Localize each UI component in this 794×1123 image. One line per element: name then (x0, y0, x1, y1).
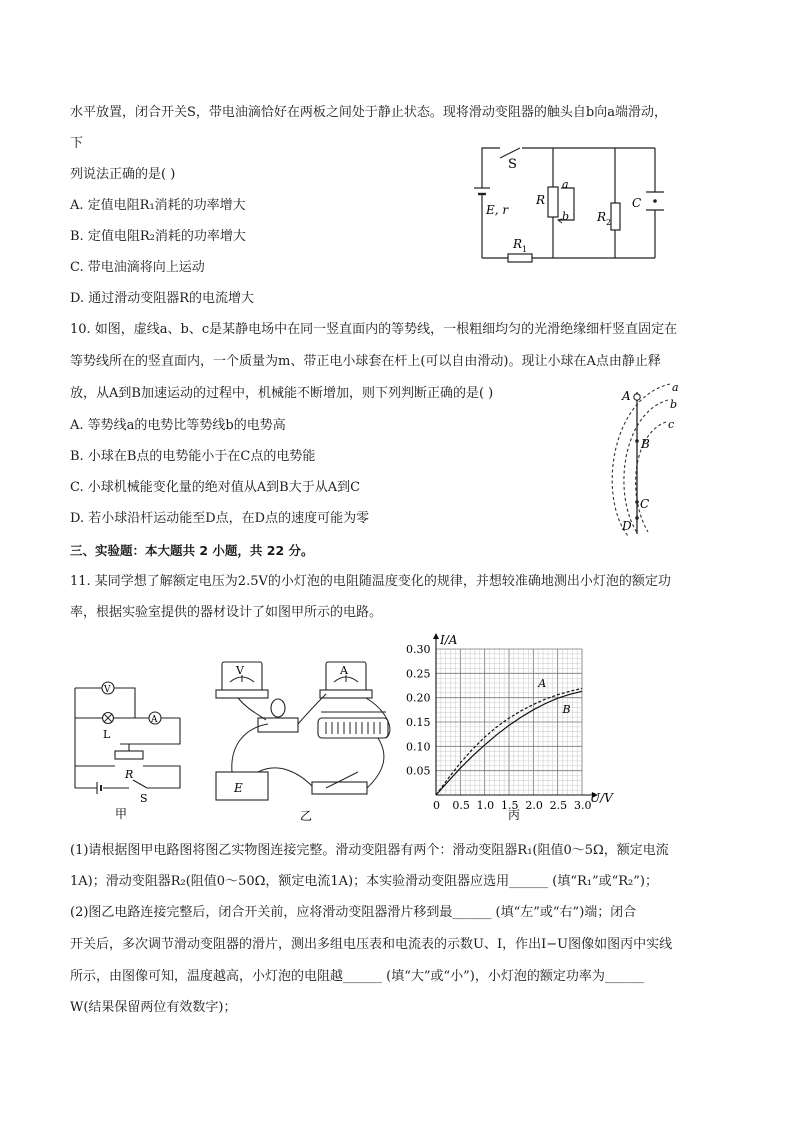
y-tick-label: 0.15 (406, 716, 431, 729)
q10-option-c: C. 小球机械能变化量的绝对值从A到B大于从A到C (70, 480, 361, 495)
point-b-label: B (641, 437, 650, 451)
jia-caption: 甲 (115, 807, 128, 821)
label-r2: R (597, 210, 607, 224)
series-label-A: A (538, 676, 547, 690)
yi-a-label: A (340, 664, 348, 677)
point-c-label: C (640, 497, 650, 511)
x-tick-label: 0.5 (452, 799, 470, 812)
q11-sub1-line2: 1A)；滑动变阻器R₂(阻值0～50Ω，额定电流1A)；本实验滑动变阻器应选用______ (填“R₁”或“R₂”)； (70, 874, 658, 889)
q9-option-a: A. 定值电阻R₁消耗的功率增大 (70, 198, 246, 213)
q11-sub1-line1: (1)请根据图甲电路图将图乙实物图连接完整。滑动变阻器有两个：滑动变阻器R₁(阻值0～5Ω，额定电流 (70, 843, 669, 858)
q11-sub2-line2: 开关后，多次调节滑动变阻器的滑片，测出多组电压表和电流表的示数U、I，作出I−U图像如图丙中实线 (70, 937, 673, 952)
label-b: b (562, 210, 570, 223)
point-d-label: D (622, 519, 632, 533)
point-a-label: A (622, 389, 631, 403)
q9-circuit-diagram (470, 140, 670, 270)
q9-line1: 水平放置，闭合开关S，带电油滴恰好在两板之间处于静止状态。现将滑动变阻器的触头自b向a端滑动， (70, 105, 667, 120)
q9-option-b: B. 定值电阻R₂消耗的功率增大 (70, 229, 246, 244)
q9-line1b: 下 (70, 136, 84, 151)
q11-sub2-line4: W(结果保留两位有效数字)； (70, 1000, 237, 1015)
fig-bing-iu-chart (400, 632, 630, 824)
line-c-label: c (668, 418, 675, 431)
y-axis-arrow-icon (433, 633, 439, 639)
x-tick-label: 1.5 (501, 799, 519, 812)
yi-v-label: V (236, 664, 244, 677)
label-e: E, r (486, 203, 509, 217)
x-tick-label: 3.0 (574, 799, 592, 812)
ball-icon (634, 394, 640, 400)
y-tick-label: 0.10 (406, 740, 431, 754)
q10-line1: 10. 如图，虚线a、b、c是某静电场中在同一竖直面内的等势线，一根粗细均匀的光滑绝缘细杆竖直固定在 (70, 322, 678, 337)
q10-equipotential-diagram (590, 378, 690, 538)
fig-jia-circuit (65, 678, 190, 823)
jia-a-label: A (151, 715, 158, 725)
q9-option-d: D. 通过滑动变阻器R的电流增大 (70, 291, 255, 306)
y-tick-label: 0.30 (406, 643, 431, 656)
jia-r-label: R (125, 768, 134, 781)
q10-option-a: A. 等势线a的电势比等势线b的电势高 (70, 418, 286, 433)
x-tick-label: 2.0 (525, 799, 543, 812)
chart-x-label: U/V (590, 791, 613, 805)
label-s: S (508, 157, 517, 172)
q10-line3: 放，从A到B加速运动的过程中，机械能不断增加，则下列判断正确的是( ) (70, 386, 494, 401)
y-tick-label: 0.25 (406, 667, 431, 681)
label-r: R (536, 193, 546, 207)
fig-yi-apparatus (208, 650, 408, 822)
line-b-label: b (670, 398, 678, 411)
q11-sub2-line1: (2)图乙电路连接完整后，闭合开关前，应将滑动变阻器滑片移到最______ (填“左”或“右”)端；闭合 (70, 905, 637, 920)
label-r1-sub: 1 (522, 245, 528, 254)
x-tick-label: 1.0 (476, 799, 495, 812)
y-tick-label: 0.05 (406, 764, 431, 778)
x-tick-label: 0 (433, 799, 440, 812)
yi-e-label: E (234, 781, 243, 795)
section-3-heading: 三、实验题：本大题共 2 小题，共 22 分。 (70, 543, 314, 558)
q10-line2: 等势线所在的竖直面内，一个质量为m、带正电小球套在杆上(可以自由滑动)。现让小球在A点由静止释 (70, 354, 661, 369)
jia-s-label: S (140, 792, 148, 805)
label-r1: R (513, 237, 523, 251)
q10-option-d: D. 若小球沿杆运动能至D点，在D点的速度可能为零 (70, 511, 370, 526)
label-r2-sub: 2 (606, 218, 612, 227)
q9-line2: 列说法正确的是( ) (70, 167, 176, 182)
y-tick-label: 0.20 (406, 691, 431, 705)
q11-sub2-line3: 所示，由图像可知，温度越高，小灯泡的电阻越______ (填“大”或“小”)，小灯泡的额定功率为______ (70, 969, 644, 984)
label-c: C (632, 196, 642, 210)
series-label-B: B (562, 703, 571, 717)
jia-v-label: V (104, 685, 111, 695)
chart-y-label: I/A (440, 633, 458, 647)
x-tick-label: 2.5 (549, 799, 568, 812)
q10-option-b: B. 小球在B点的电势能小于在C点的电势能 (70, 449, 316, 464)
q11-line1: 11. 某同学想了解额定电压为2.5V的小灯泡的电阻随温度变化的规律，并想较准确地测出小灯泡的额定功 (70, 574, 671, 589)
label-a: a (562, 178, 569, 191)
line-a-label: a (672, 381, 679, 394)
jia-l-label: L (103, 728, 111, 741)
q9-option-c: C. 带电油滴将向上运动 (70, 260, 205, 275)
yi-caption: 乙 (300, 809, 313, 822)
oil-drop-icon (653, 199, 657, 203)
q11-line2: 率，根据实验室提供的器材设计了如图甲所示的电路。 (70, 605, 383, 620)
chart-grid (436, 649, 582, 795)
chart-caption: 丙 (508, 808, 521, 822)
